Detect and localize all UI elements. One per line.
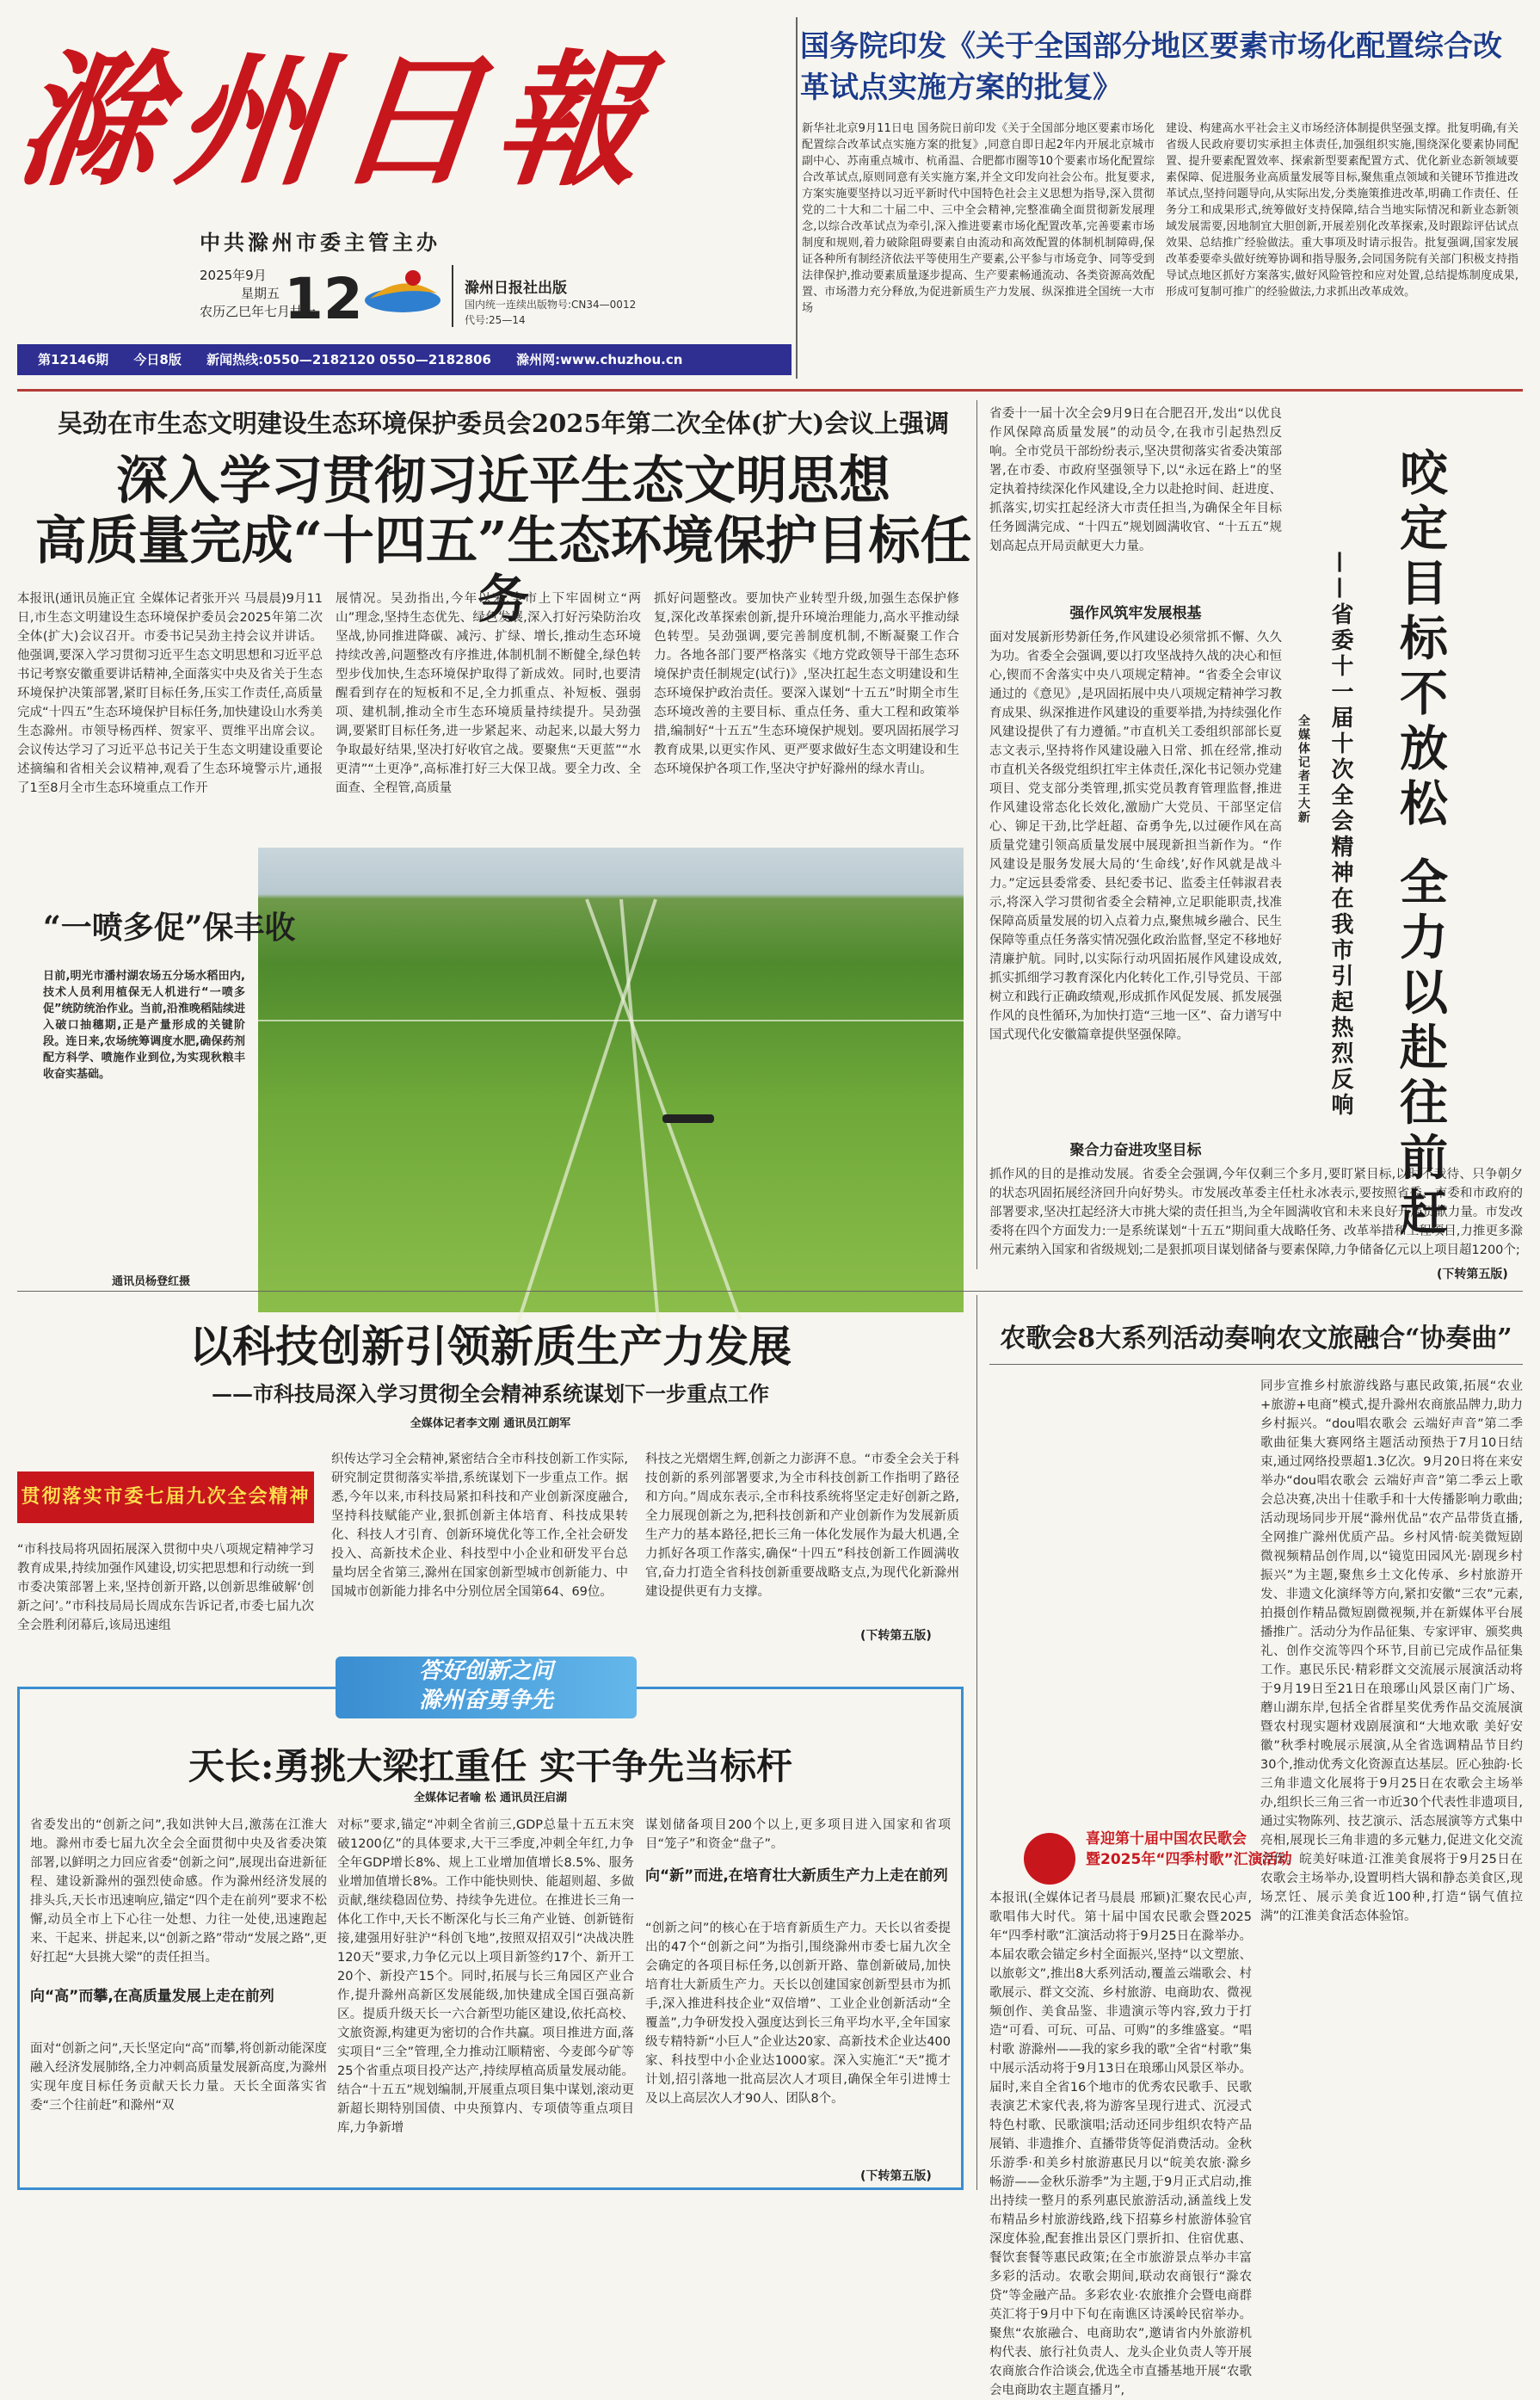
column-divider xyxy=(976,400,977,1269)
festival-col2: 同步宣推乡村旅游线路与惠民政策,拓展“农业+旅游+电商”模式,提升滁州农商旅品牌力,助力乡村振兴。“dou唱农歌会 云端好声音”第二季歌曲征集大赛网络主题活动预热于7月10日结束,通过网络投票超1.3亿次。9月20日将在来安举办“dou唱农歌会 云端好声音”第二季云上歌会总决赛,决出十佳歌手和十大传播影响力歌曲;活动现场同步开展“滁州优品”农产品带货直播,全网推广滁州优质产品。乡村风情·皖美微短剧微视频精品创作周,以“镜览田园风光·剧现乡村振兴”为主题,聚焦乡土文化传承、乡村旅游开发、非遗文化演绎等方向,紧扣安徽“三农”元素,拍摄创作精品微短剧微视频,并在新媒体平台展播推广。活动分为作品征集、专家评审、颁奖典礼、创作交流等四个环节,目前已完成作品征集工作。惠民乐民·精彩群文交流展示展演活动将于9月19日至21日在琅琊山风景区南门广场、蘑山湖东岸,包括全省群星奖优秀作品交流展演暨农村现实题材戏剧展演和“大地欢歌 美好安徽”秋季村晚展示展演,从全省选调精品节目约30个,推动优秀文化资源直达基层。匠心独韵·长三角非遗文化展将于9月25日在农歌会主场举办,组织长三角三省一市近30个代表性非遗项目,通过实物陈列、技艺演示、活态展演等方式集中亮相,展现长三角非遗的多元魅力,促进文化交流合作。皖美好味道·江淮美食展将于9月25日在农歌会主场举办,设置明档大锅和静态美食区,现场烹饪、展示美食近100种,打造“锅气值拉满”的江淮美食活态体验馆。 xyxy=(1260,1379,1523,1923)
state-council-col2: 建设、构建高水平社会主义市场经济体制提供坚强支撑。批复明确,有关省级人民政府要切实承担主体责任,加强组织实施,围绕深化要素协同配置、提升要素配置效率、探索新型要素配置方式、优化新业态新领域要素保障、促进服务业高质量发展等目标,聚焦重点领域和关键环节推进改革试点,坚持问题导向,从实际出发,分类施策推进改革,明确工作责任、任务分工和成果形式,统筹做好支持保障,结合当地实际情况和新业态新领域发展需要,因地制宜大胆创新,开展差别化改革探索,及时跟踪评估试点效果、总结推广经验做法。重大事项及时请示报告。批复强调,国家发展改革委要牵头做好统筹协调和指导服务,会同国务院有关部门积极支持指导试点地区抓好方案落实,做好风险管控和应对处置,总结提炼制度成果,形成可复制可推广的经验做法,力求抓出改革成效。 xyxy=(1166,122,1518,299)
plenum-spirit-banner: 贯彻落实市委七届九次全会精神 xyxy=(17,1471,314,1523)
photo-caption-title: “一喷多促”保丰收 xyxy=(43,910,296,946)
plenum-byline: 全媒体记者王大新 xyxy=(1297,714,1310,824)
tianchang-col1b: 面对“创新之问”,天长坚定向“高”而攀,将创新动能深度融入经济发展肺络,全力冲刺高质量发展新高度,为滁州实现年度目标任务贡献天长力量。天长全面落实省委“三个往前赶”和滁州“双 xyxy=(30,2042,327,2113)
state-council-col1: 新华社北京9月11日电 国务院日前印发《关于全国部分地区要素市场化配置综合改革试点实施方案的批复》,同意自即日起2年内开展北京城市副中心、苏南重点城市、杭甬温、合肥都市圈等10个要素市场化配置综合改革试点,原则同意有关实施方案,并全文印发向社会公布。批复要求,方案实施要坚持以习近平新时代中国特色社会主义思想为指导,深入贯彻党的二十大和二十届二中、三中全会精神,完整准确全面贯彻新发展理念,以综合改革试点为牵引,深入推进要素市场化配置改革,完善要素市场制度和规则,着力破除阻碍要素自由流动和高效配置的体制机制障碍,保证各种所有制经济依法平等使用生产要素,公平参与市场竞争、同等受到法律保护,推动要素质量逐步提高、生产要素畅通流动、各类资源高效配置、市场潜力充分释放,为促进新质生产力发展、纵深推进全国统一大市场 xyxy=(802,122,1155,315)
photo-caption-text: 日前,明光市潘村湖农场五分场水稻田内,技术人员利用植保无人机进行“一喷多促”统防统治作业。当前,沿淮晚稻陆续进入破口抽穗期,正是产量形成的关键阶段。连日来,农场统筹调度水肥,确保药剂配方科学、喷施作业到位,为实现秋粮丰收奋实基础。 xyxy=(43,970,245,1081)
plenum-vertical-subheadline: ——省委十一届十次全会精神在我市引起热烈反响 xyxy=(1327,551,1353,1119)
plenum-turn-page: (下转第五版) xyxy=(1437,1268,1508,1281)
ecology-col1: 本报讯(通讯员施正宜 全媒体记者张开兴 马晨晨)9月11日,市生态文明建设生态环境保护委员会2025年第二次全体(扩大)会议召开。市委书记吴劲主持会议并讲话。他强调,要深入学习贯彻习近平生态文明思想和习近平总书记考察安徽重要讲话精神,全面落实中央及省关于生态环境保护决策部署,紧盯目标任务,压实工作责任,高质量完成“十四五”生态环境保护目标任务,加快建设山水秀美生态滁州。市领导杨西样、贺家平、贾维平出席会议。会议传达学习了习近平总书记关于生态文明建设重要论述摘编和省相关会议精神,观看了生态环境警示片,通报了1至8月全市生态环境重点工作开 xyxy=(17,592,323,795)
tianchang-turn-page: (下转第五版) xyxy=(860,2169,932,2183)
masthead-subtitle: 中共滁州市委主管主办 xyxy=(200,231,440,255)
tech-col2: 织传达学习全会精神,紧密结合全市科技创新工作实际,研究制定贯彻落实举措,系统谋划下一步重点工作。据悉,今年以来,市科技局紧扣科技和产业创新深度融合,坚持科技赋能产业,狠抓创新主体培育、科技成果转化、科技人才引育、创新环境优化等工作,全社会研发投入、高新技术企业、科技型中小企业和研发平台总量均居全省第三,滁州在国家创新型城市创新能力、中国城市创新能力排名中分别位居全国第64、69位。 xyxy=(331,1453,628,1599)
tianchang-col2: 对标”要求,锚定“冲刺全省前三,GDP总量十五五末突破1200亿”的具体要求,大干三季度,冲刺全年红,力争全年GDP增长8%、规上工业增加值增长8.5%、服务业增加值增长8%。工作中能快则快、能超则超、多做贡献,继续稳固位势、持续争先进位。在推进长三角一体化工作中,天长不断深化与长三角产业链、创新链衔接,建强用好驻沪“科创飞地”,按照双招双引“决战决胜120天”要求,力争亿元以上项目新签约17个、新开工20个、新投产15个。同时,拓展与长三角园区产业合作,提升滁州高新区发展能级,加快建成全国百强高新区。提质升级天长一六合新型功能区建设,依托高校、文旅资源,构建更为密切的合作共赢。项目推进方面,落实项目“三全”管理,全力推动江顺精密、今麦郎今矿等25个省重点项目投产达产,持续厚植高质量发展动能。结合“十五五”规划编制,开展重点项目集中谋划,滚动更新超长期特别国债、中央预算内、专项债等重点项目库,力争新增 xyxy=(337,1818,634,2135)
tech-turn-page: (下转第五版) xyxy=(860,1629,932,1643)
tech-byline: 全媒体记者李文刚 通讯员江朗军 xyxy=(410,1417,571,1430)
ecology-col2: 展情况。吴劲指出,今年以来,全市上下牢固树立“两山”理念,坚持生态优先、绿色发展,深入打好污染防治攻坚战,协同推进降碳、减污、扩绿、增长,推动生态环境持续改善,问题整改有序推进,体制机制不断健全,绿色转型步伐加快,生态环境保护取得了新成效。同时,也要清醒看到存在的短板和不足,全力抓重点、补短板、强弱项、建机制,推动全市生态环境质量持续提升。吴劲强调,要紧盯目标任务,进一步紧起来、动起来,以最大努力争取最好结果,坚决打好收官之战。要聚焦“天更蓝”“水更清”“土更净”,高标准打好三大保卫战。要全力改、全面查、全程管,高质量 xyxy=(336,592,641,795)
festival-headline: 农歌会8大系列活动奏响农文旅融合“协奏曲” xyxy=(1000,1323,1512,1354)
badge-line-2: 暨2025年“四季村歌”汇演活动 xyxy=(1086,1851,1292,1868)
issue-number: 第12146期 xyxy=(38,352,109,367)
date-month: 2025年9月 xyxy=(200,268,267,283)
tianchang-byline: 全媒体记者喻 松 通讯员汪启湖 xyxy=(413,1792,568,1805)
plenum-section-2: 抓作风的目的是推动发展。省委全会强调,今年仅剩三个多月,要盯紧目标,以时不我待、只争朝夕的状态巩固拓展经济回升向好势头。市发展改革委主任杜永冰表示,要按照省委、市委和市政府的部署要求,坚决扛起经济大市挑大梁的责任担当,为全年圆满收官和未来良好开局贡献力量。市发改委将在四个方面发力:一是系统谋划“十五五”期间重大战略任务、改革举措和工程项目,力推更多滁州元素纳入国家和省级规划;二是狠抓项目谋划储备与要素保障,力争储备亿元以上项目超1200个; xyxy=(989,1168,1523,1257)
tech-col3: 科技之光熠熠生辉,创新之力澎湃不息。“市委全会关于科技创新的系列部署要求,为全市科技创新工作指明了路径和方向。”周成东表示,全市科技系统将坚定走好创新之路,全力展现创新之为,把科技创新和产业创新作为发展新质生产力的基本路径,把长三角一体化发展作为最大机遇,全力抓好各项工作落实,确保“十四五”科技创新工作圆满收官,奋力打造全省科技创新重要战略支点,为现代化新滁州建设提供更有力支撑。 xyxy=(645,1453,959,1599)
banner-line-2: 滁州奋勇争先 xyxy=(418,1687,553,1713)
date-weekday: 星期五 xyxy=(241,286,280,301)
column-divider xyxy=(976,1295,977,2190)
plenum-vertical-headline: 咬定目标不放松 全力以赴往前赶 xyxy=(1392,447,1449,1243)
info-bar xyxy=(17,344,792,375)
ecology-headline-1: 深入学习贯彻习近平生态文明思想 xyxy=(116,451,890,511)
tech-col1: “市科技局将巩固拓展深入贯彻中央八项规定精神学习教育成果,持续加强作风建设,切实把思想和行动统一到市委决策部署上来,坚持创新开路,以创新思维破解‘创新之问’。”市科技局局长周成东告诉记者,市委七届九次全会胜利闭幕后,该局迅速组 xyxy=(17,1543,314,1632)
tianchang-col3b: “创新之问”的核心在于培育新质生产力。天长以省委提出的47个“创新之问”为指引,围绕滁州市委七届九次全会确定的各项目标任务,以创新开路、靠创新破局,加快培育壮大新质生产力。天长以创建国家创新型县市为抓手,深入推进科技企业“双倍增”、工业企业创新活动“全覆盖”,力争研发投入强度达到长三角平均水平,全年国家级专精特新“小巨人”企业达20家、高新技术企业达400家、科技型中小企业达1000家。深入实施汇“天”揽才计划,招引落地一批高层次人才项目,确保全年引进博士及以上高层次人才90人、团队8个。 xyxy=(645,1922,951,2106)
tianchang-heading-2: 向“新”而进,在培育壮大新质生产力上走在前列 xyxy=(645,1867,948,1885)
ecology-kicker: 吴劲在市生态文明建设生态环境保护委员会2025年第二次全体(扩大)会议上强调 xyxy=(57,409,950,438)
tianchang-heading-1: 向“高”而攀,在高质量发展上走在前列 xyxy=(30,1988,274,2005)
state-council-headline: 国务院印发《关于全国部分地区要素市场化配置综合改革试点实施方案的批复》 xyxy=(800,29,1502,105)
tech-subheadline: ——市科技局深入学习贯彻全会精神系统谋划下一步重点工作 xyxy=(212,1381,769,1406)
mail-code: 代号:25—14 xyxy=(465,314,526,326)
photo-credit: 通讯员杨登红摄 xyxy=(112,1275,191,1288)
tianchang-col3: 谋划储备项目200个以上,更多项目进入国家和省项目“笼子”和资金“盘子”。 xyxy=(645,1818,951,1851)
festival-col1: 本报讯(全媒体记者马晨晨 邢颖)汇聚农民心声,歌唱伟大时代。第十届中国农民歌会暨2025年“四季村歌”汇演活动将于9月25日在滁举办。本届农歌会锚定乡村全面振兴,坚持“以文塑旅、以旅彰文”,推出8大系列活动,覆盖云端歌会、村歌展示、群文交流、乡村旅游、电商助农、微视频创作、美食品鉴、非遗演示等内容,致力于打造“可看、可玩、可品、可购”的多维盛宴。“唱村歌 游滁州——我的家乡我的歌”全省“村歌”集中展示活动将于9月13日在琅琊山风景区举办。届时,来自全省16个地市的优秀农民歌手、民歌表演艺术家代表,将为游客呈现行进式、沉浸式特色村歌、民歌演唱;活动还同步组织农特产品展销、非遗推介、直播带货等促消费活动。金秋乐游季·和美乡村旅游惠民月以“皖美农旅·滁乡畅游——金秋乐游季”为主题,于9月正式启动,推出持续一整月的系列惠民旅游活动,涵盖线上发布精品乡村旅游线路,线下招募乡村旅游体验官深度体验,配套推出景区门票折扣、住宿优惠、餐饮套餐等惠民政策;在全市旅游景点举办丰富多彩的活动。农歌会期间,联动农商银行“滁农贷”等金融产品。多彩农业·农旅推介会暨电商群英汇将于9月中下旬在南谯区诗溪岭民宿举办。聚焦“农旅融合、电商助农”,邀请省内外旅游机构代表、旅行社负责人、龙头企业负责人等开展农商旅合作洽谈会,优选全市直播基地开展“农歌会电商助农主题直播月”, xyxy=(989,1891,1252,2397)
date-lunar: 农历乙巳年七月廿一 xyxy=(200,304,317,319)
plenum-intro: 省委十一届十次全会9月9日在合肥召开,发出“以优良作风保障高质量发展”的动员令,在我市引起热烈反响。全市党员干部纷纷表示,坚决贯彻落实省委决策部署,在市委、市政府坚强领导下,以“永远在路上”的坚定执着持续深化作风建设,全力以赴抢时间、赶进度、抓落实,切实扛起经济大市责任担当,为确保全年目标任务圆满完成、“十四五”规划圆满收官、“十五五”规划高起点开局贡献更大力量。 xyxy=(989,407,1282,553)
publisher-logo-icon xyxy=(361,262,443,324)
plenum-section-1: 面对发展新形势新任务,作风建设必须常抓不懈、久久为功。省委全会强调,要以打攻坚战持久战的决心和恒心,锲而不舍落实中央八项规定精神。“省委全会审议通过的《意见》,是巩固拓展中央八项规定精神学习教育成果、纵深推进作风建设的重要举措,为持续强化作风建设提供了有力遵循。”市直机关工委组织部部长夏志文表示,坚持将作风建设融入日常、抓在经常,推动市直机关各级党组织扛牢主体责任,深化书记领办党建项目、党支部分类管理,抓实党员教育管理监督,推进作风建设常态化长效化,激励广大党员、干部坚定信心、铆足干劲,比学赶超、奋勇争先,以过硬作风在高质量党建引领高质量发展中展现新担当新作为。“作风建设是服务发展大局的‘生命线’,好作风就是战斗力。”定远县委常委、县纪委书记、监委主任韩淑君表示,将深入学习贯彻省委全会精神,立足职能职责,找准保障高质量发展的切入点着力点,聚焦城乡融合、民生保障等重点任务落实情况强化政治监督,坚定不移地好清廉护航。同时,以实际行动巩固拓展作风建设成效,抓实抓细学习教育深化内化转化工作,引导党员、干部树立和践行正确政绩观,形成抓作风促发展、抓发展强作风的良性循环,为加快打造“三地一区”、奋力谱写中国式现代化安徽篇章提供坚强保障。 xyxy=(989,631,1282,1042)
innovation-question-banner xyxy=(336,1657,637,1718)
news-hotline: 新闻热线:0550—2182120 0550—2182806 xyxy=(206,352,491,367)
banner-line-1: 答好创新之问 xyxy=(418,1658,553,1684)
tech-headline: 以科技创新引领新质生产力发展 xyxy=(189,1321,792,1372)
tianchang-headline: 天长:勇挑大梁扛重任 实干争先当标杆 xyxy=(188,1745,793,1787)
section-rule xyxy=(17,389,1523,392)
page-count: 今日8版 xyxy=(133,352,182,367)
masthead-divider xyxy=(452,265,453,327)
website: 滁州网:www.chuzhou.cn xyxy=(516,352,683,367)
plenum-heading-2: 聚合力奋进攻坚目标 xyxy=(1069,1142,1202,1159)
plenum-heading-1: 强作风筑牢发展根基 xyxy=(1069,605,1202,622)
masthead-logo: 滁州日報 xyxy=(8,35,667,206)
drone-icon xyxy=(662,1114,714,1123)
column-divider xyxy=(796,17,798,379)
publisher: 滁州日报社出版 xyxy=(465,280,567,297)
ecology-col3: 抓好问题整改。要加快产业转型升级,加强生态保护修复,深化改革探索创新,提升环境治理能力,高水平推动绿色转型。吴劲强调,要完善制度机制,不断凝聚工作合力。各地各部门要严格落实《地方党政领导干部生态环境保护责任制规定(试行)》,坚决扛起生态文明建设和生态环境保护政治责任。要深入谋划“十五五”时期全市生态环境改善的主要目标、重点任务、重大工程和政策举措,编制好“十五五”生态环境保护规划。要巩固拓展学习教育成果,以更实作风、更严要求做好生态文明建设和生态环境保护各项工作,坚决守护好滁州的绿水青山。 xyxy=(654,592,959,776)
rice-field-photo xyxy=(258,848,964,1312)
tianchang-col1: 省委发出的“创新之问”,我如洪钟大吕,激荡在江淮大地。滁州市委七届九次全会全面贯彻中央及省委决策部署,以鲜明之力回应省委“创新之问”,展现出奋进新征程、建设新滁州的强烈使命感。作为滁州经济发展的排头兵,天长市迅速响应,锚定“四个走在前列”要求不松懈,动员全市上下心往一处想、力往一处使,迅速跑起来、干起来、拼起来,以“创新之路”带动“发展之路”,更好扛起“大县挑大梁”的责任担当。 xyxy=(30,1818,327,1965)
ecology-headline-2: 高质量完成“十四五”生态环境保护目标任务 xyxy=(34,511,972,630)
badge-line-1: 喜迎第十届中国农民歌会 xyxy=(1086,1830,1247,1848)
date-day: 12 xyxy=(284,266,363,332)
section-rule xyxy=(989,1364,1523,1365)
festival-logo-icon xyxy=(1024,1833,1075,1885)
publication-code: 国内统一连续出版物号:CN34—0012 xyxy=(465,299,637,311)
section-rule xyxy=(17,1291,1523,1292)
